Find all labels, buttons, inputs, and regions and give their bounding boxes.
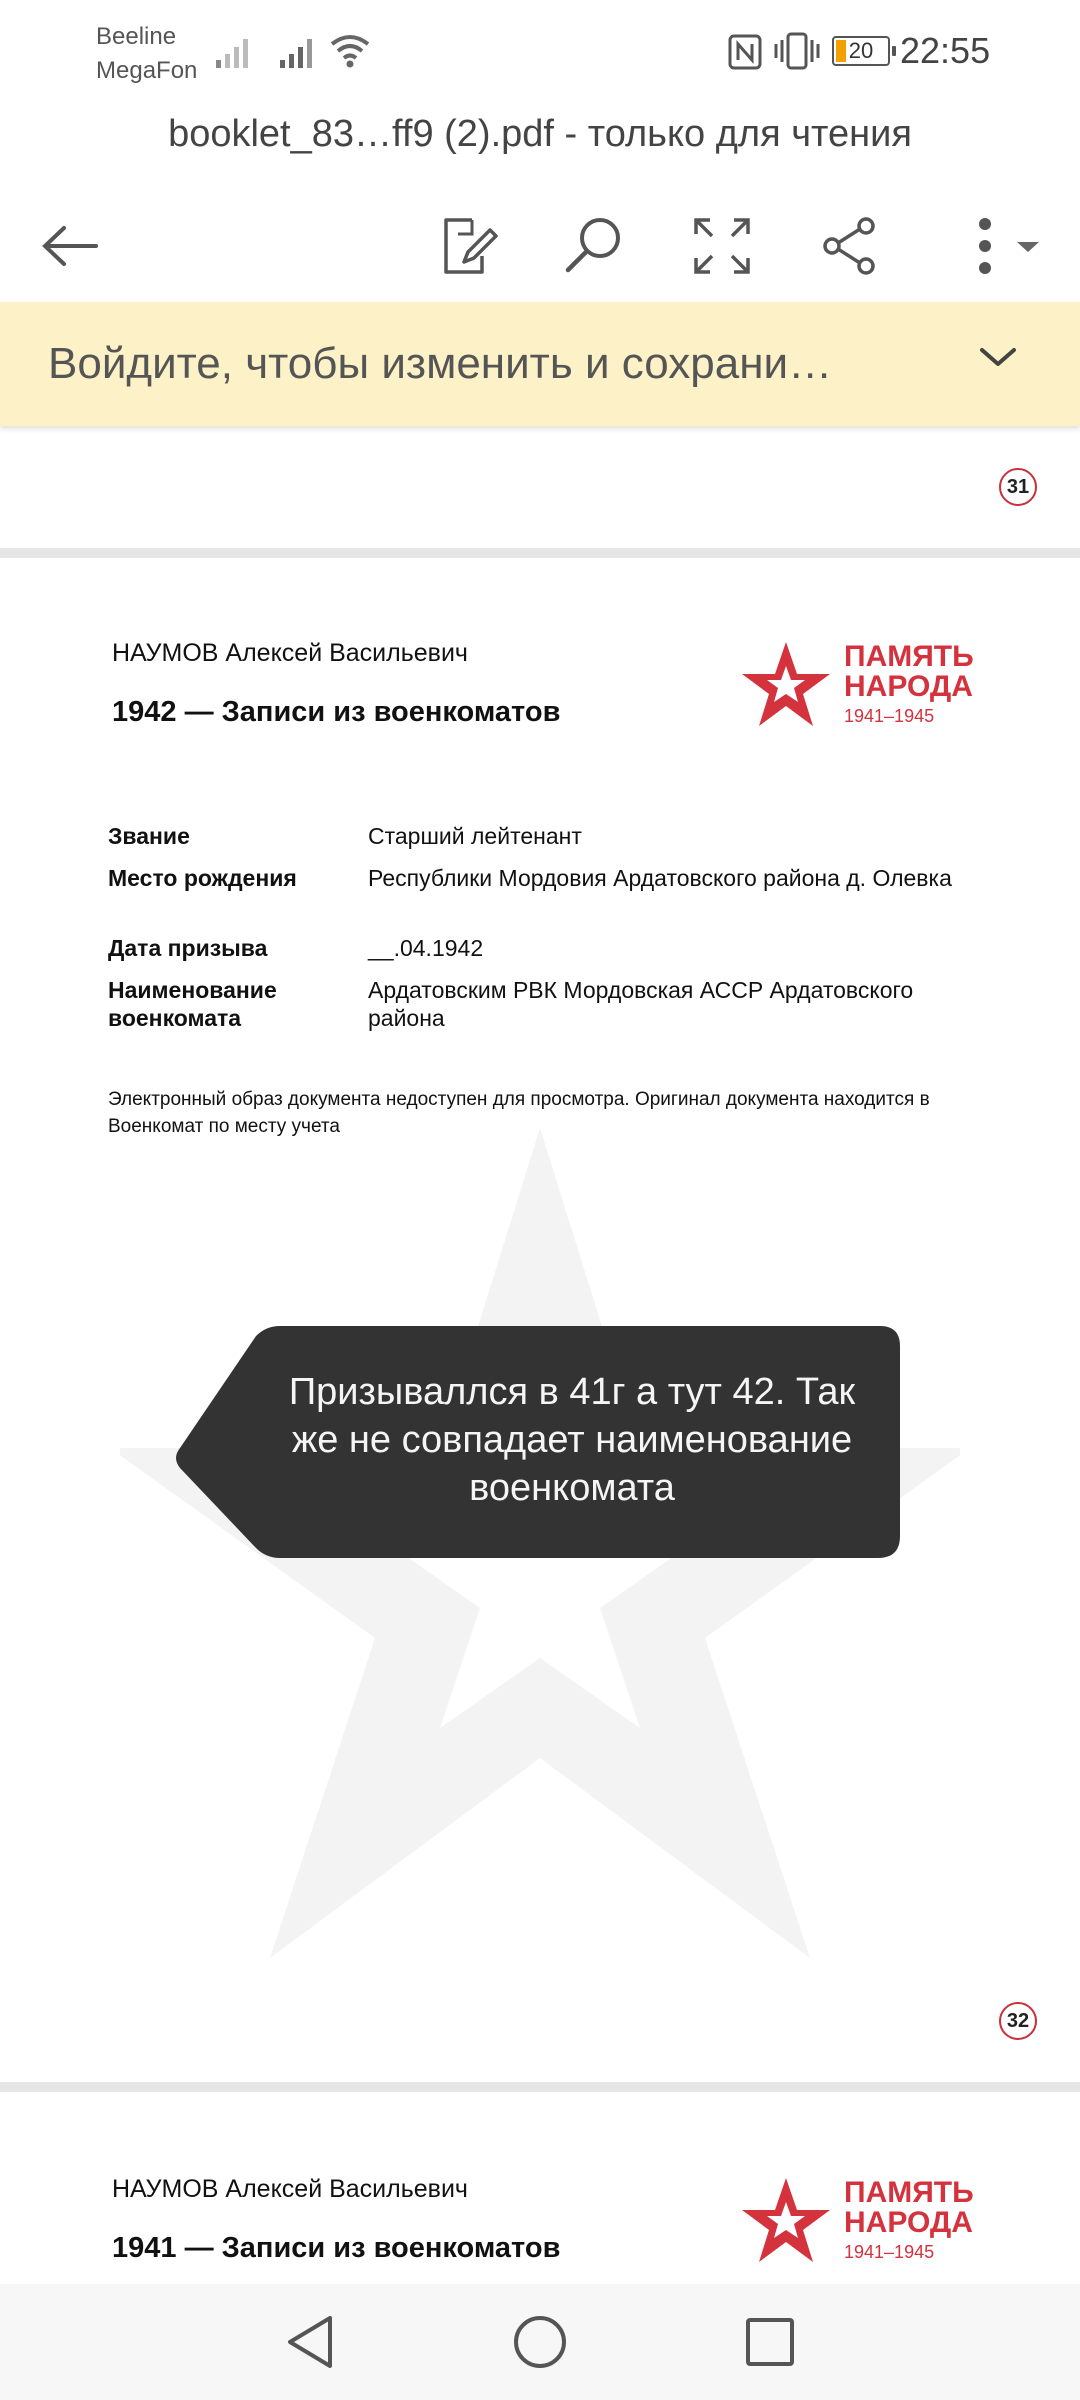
more-options-button[interactable]	[950, 204, 1050, 288]
field-label: Наименование военкомата	[108, 977, 277, 1031]
fullscreen-button[interactable]	[680, 204, 764, 288]
red-star-icon	[740, 2176, 832, 2264]
signal-1-icon	[216, 34, 256, 68]
search-icon	[562, 214, 626, 278]
page-number-32: 32	[999, 2002, 1037, 2040]
vibrate-icon	[774, 32, 820, 70]
page-separator	[0, 2082, 1080, 2092]
field-value: Старший лейтенант	[368, 823, 582, 849]
logo-line-2: НАРОДА	[844, 670, 973, 703]
battery-icon	[832, 36, 890, 66]
logo-years: 1941–1945	[844, 706, 935, 726]
nav-back-icon	[282, 2312, 338, 2372]
search-button[interactable]	[552, 204, 636, 288]
status-bar	[0, 0, 1080, 100]
battery-level: 20	[848, 38, 874, 63]
field-value: __.04.1942	[368, 935, 484, 961]
red-star-icon	[740, 640, 832, 728]
logo-text	[844, 2178, 974, 2238]
wifi-icon	[328, 30, 372, 70]
carrier-1: Beeline	[96, 23, 177, 50]
page-separator	[0, 548, 1080, 558]
nav-home-icon	[510, 2312, 570, 2372]
record-person-name: НАУМОВ Алексей Васильевич	[112, 2175, 468, 2203]
more-icon	[955, 216, 1045, 276]
page-number-31: 31	[999, 468, 1037, 506]
document-note: Электронный образ документа недоступен для просмотра. Оригинал документа находится в Военкомат по месту учета	[108, 1089, 930, 1137]
nav-back-button[interactable]	[270, 2302, 350, 2382]
toolbar	[0, 190, 1080, 302]
nfc-icon	[728, 34, 762, 70]
nav-recents-icon	[742, 2314, 798, 2370]
back-button[interactable]	[28, 204, 112, 288]
back-arrow-icon	[40, 224, 100, 268]
pamyat-naroda-logo	[740, 2176, 980, 2268]
nav-recents-button[interactable]	[730, 2302, 810, 2382]
logo-years: 1941–1945	[844, 2242, 935, 2262]
record-person-name: НАУМОВ Алексей Васильевич	[112, 639, 468, 667]
field-label: Место рождения	[108, 865, 297, 891]
nav-home-button[interactable]	[500, 2302, 580, 2382]
share-icon	[820, 216, 880, 276]
field-label: Звание	[108, 823, 190, 849]
logo-line-1: ПАМЯТЬ	[844, 640, 974, 673]
record-heading: 1942 — Записи из военкоматов	[112, 696, 561, 728]
logo-text	[844, 642, 974, 702]
edit-button[interactable]	[426, 204, 510, 288]
sign-in-banner[interactable]	[0, 302, 1080, 426]
fullscreen-icon	[692, 216, 752, 276]
pamyat-naroda-logo	[740, 640, 980, 732]
share-button[interactable]	[808, 204, 892, 288]
carrier-names	[96, 20, 197, 88]
field-value: Республики Мордовия Ардатовского района д. Олевка	[368, 865, 952, 891]
logo-line-1: ПАМЯТЬ	[844, 2176, 974, 2209]
chevron-down-icon[interactable]	[972, 330, 1024, 382]
record-heading: 1941 — Записи из военкоматов	[112, 2232, 561, 2264]
carrier-2: MegaFon	[96, 57, 198, 84]
clock: 22:55	[900, 30, 991, 71]
field-label: Дата призыва	[108, 935, 268, 961]
comment-text: Призываллся в 41г а тут 42. Так же не совпадает наименование военкомата	[288, 1371, 856, 1509]
document-title: booklet_83…ff9 (2).pdf - только для чтения	[168, 113, 912, 155]
system-nav-bar	[0, 2284, 1080, 2400]
logo-line-2: НАРОДА	[844, 2206, 973, 2239]
field-value: Ардатовским РВК Мордовская АССР Ардатовского района	[368, 977, 914, 1031]
edit-icon	[438, 216, 498, 276]
banner-text: Войдите, чтобы изменить и сохрани…	[48, 339, 833, 388]
signal-2-icon	[280, 34, 320, 68]
